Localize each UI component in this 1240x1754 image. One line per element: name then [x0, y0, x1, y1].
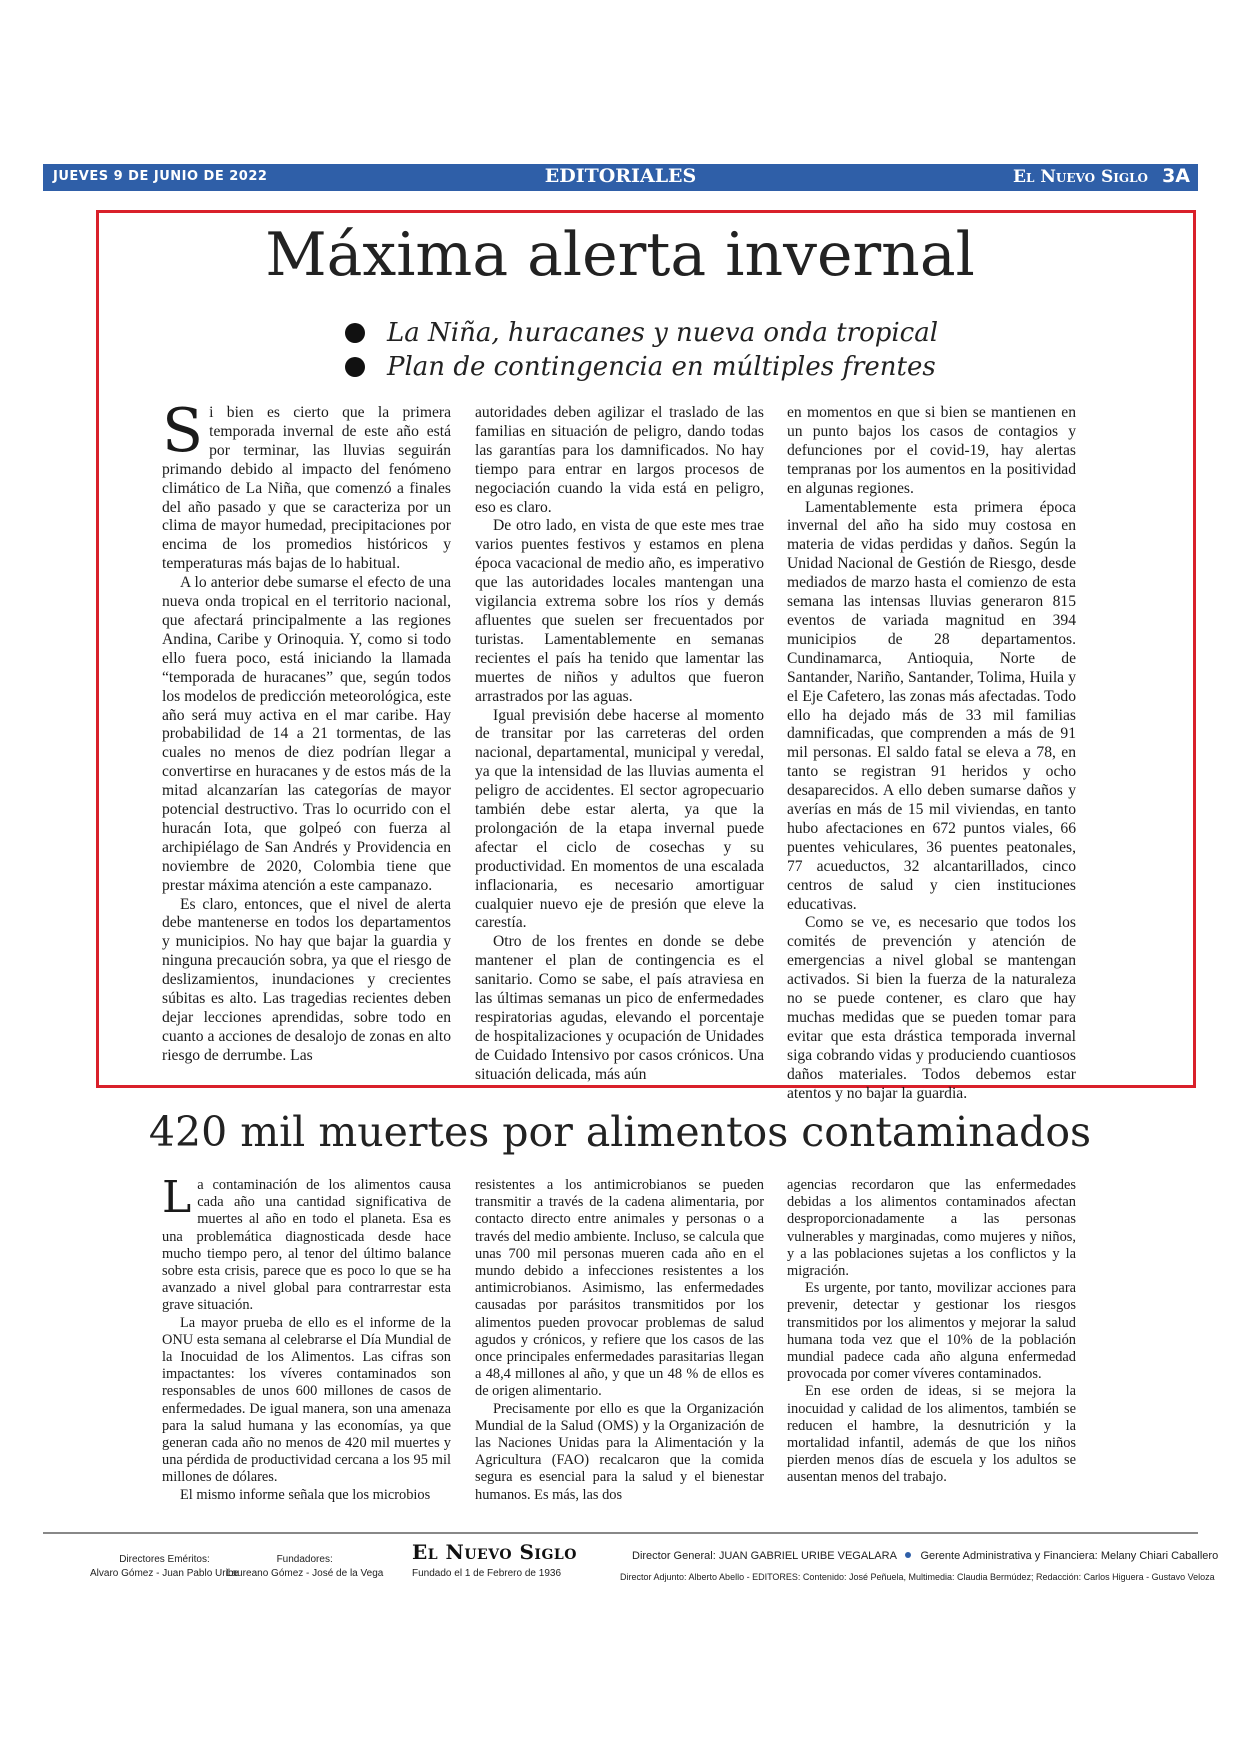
summary-item — [345, 316, 1045, 350]
summary-text: Plan de contingencia en múltiples frentes — [387, 352, 936, 382]
section-name: EDITORIALES — [544, 165, 697, 187]
paragraph: Como se ve, es necesario que todos los comités de prevención y atención de emergencias a nivel global se mantengan activados. Si bien la fuerza de la naturaleza no se puede contener, es claro que hay muchas medidas que se pueden tomar para evitar que esta drástica temporada invernal siga cobrando vidas y produciendo cuantiosos daños materiales. Todos debemos estar atentos y no bajar la guardia. — [787, 914, 1076, 1102]
page-number: 3A — [1162, 165, 1190, 187]
director-name: JUAN GABRIEL URIBE VEGALARA — [718, 1550, 897, 1562]
footer-divider — [43, 1532, 1198, 1534]
emeritus-names: Alvaro Gómez - Juan Pablo Uribe — [90, 1568, 239, 1579]
dropcap: L — [162, 1172, 192, 1223]
editorial-summary — [345, 316, 1045, 384]
paragraph: Lamentablemente esta primera época invernal del año ha sido muy costosa en materia de vidas perdidas y daños. Según la Unidad Nacional de Gestión de Riesgo, desde mediados de marzo hasta el comienzo de esta semana las intensas lluvias generaron 815 eventos de variada magnitud en 394 municipios de 28 departamentos. Cundinamarca, Antioquia, Norte de Santander, Nariño, Santander, Tolima, Huila y el Eje Cafetero, las zonas más afectadas. Todo ello ha dejado más de 33 mil familias damnificadas, que comprenden a más de 91 mil personas. El saldo fatal se eleva a 78, en tanto se registran 91 heridos y ocho desaparecidos. A ello deben sumarse daños y averías en más de 15 mil viviendas, en tanto hubo afectaciones en 672 puntos viales, 66 puentes vehiculares, 36 puentes peatonales, 77 acueductos, 32 alcantarillados, cinco centros de salud y cien instituciones educativas. — [787, 498, 1076, 913]
bullet-icon — [345, 323, 365, 343]
paragraph: Precisamente por ello es que la Organización Mundial de la Salud (OMS) y la Organización de las Naciones Unidas para la Alimentación y la Agricultura (FAO) recalcaron que la comida segura es esencial para la salud y el bienestar humanos. Es más, las dos — [475, 1400, 764, 1503]
editorial-column-2 — [475, 404, 764, 1083]
paragraph: Igual previsión debe hacerse al momento de transitar por las carreteras del orden nacional, departamental, municipal y veredal, ya que la intensidad de las lluvias aumenta el peligro de accidentes. El sector agropecuario también debe estar alerta, ya que la prolongación de la etapa invernal puede afectar el ciclo de cosechas y su productividad. En momentos de una escalada inflacionaria, es necesario amortiguar cualquier nuevo eje de presión que eleve la carestía. — [475, 706, 764, 932]
director-label: Director General: — [632, 1550, 716, 1562]
bullet-icon — [345, 357, 365, 377]
paragraph: En ese orden de ideas, si se mejora la inocuidad y calidad de los alimentos, también se reducen el hambre, la desnutrición y la mortalidad infantil, además de que los niños pierden menos días de escuela y los adultos se ausentan menos del trabajo. — [787, 1383, 1076, 1486]
editorial-column-3 — [787, 404, 1076, 1102]
editorial-title: Máxima alerta invernal — [265, 220, 975, 290]
paragraph: De otro lado, en vista de que este mes trae varios puentes festivos y estamos en plena época vacacional de medio año, es imperativo que las autoridades locales mantengan una vigilancia extrema sobre los ríos y demás afluentes que suelen ser frecuentados por turistas. Lamentablemente en semanas recientes el país ha tenido que lamentar las muertes de niños y adultos que fueron arrastrados por las aguas. — [475, 517, 764, 705]
summary-item — [345, 350, 1045, 384]
editorial-column-1 — [162, 396, 451, 1072]
paragraph: Otro de los frentes en donde se debe mantener el plan de contingencia es el sanitario. Como se sabe, el país atraviesa en las últimas semanas un pico de enfermedades respiratorias agudas, elevando el porcentaje de hospitalizaciones y ocupación de Unidades de Cuidado Intensivo por casos crónicos. Una situación delicada, más aún — [475, 933, 764, 1083]
dropcap: S — [162, 396, 204, 466]
paragraph: A lo anterior debe sumarse el efecto de una nueva onda tropical en el territorio nacional, que afectará principalmente a las regiones Andina, Caribe y Orinoquia. Y, como si todo ello fuera poco, está iniciando la llamada “temporada de huracanes” que, según todos los modelos de predicción meteorológica, este año será muy activa en el mar caribe. Hay probabilidad de 14 a 21 tormentas, de las cuales no menos de diez podrían llegar a convertirse en huracanes y de estos más de la mitad alcanzarían las categorías de mayor potencial destructivo. Tras lo ocurrido con el huracán Iota, que golpeó con fuerza al archipiélago de San Andrés y Providencia en noviembre de 2020, Colombia tiene que prestar máxima atención a este campanazo. — [162, 574, 451, 894]
founders-names: Laureano Gómez - José de la Vega — [226, 1568, 384, 1579]
paragraph: Es urgente, por tanto, movilizar acciones para prevenir, detectar y gestionar los riesgos transmitidos por los alimentos y mejorar la salud humana toda vez que el 10% de la población mundial padece cada año alguna enfermedad provocada por comer víveres contaminados. — [787, 1280, 1076, 1383]
paragraph: agencias recordaron que las enfermedades debidas a los alimentos contaminados afectan desproporcionadamente a las personas vulnerables y marginadas, como mujeres y niños, y a las poblaciones sujetas a los conflictos y la migración. — [787, 1177, 1076, 1280]
issue-date: JUEVES 9 DE JUNIO DE 2022 — [53, 169, 268, 184]
manager-name: Melany Chiari Caballero — [1100, 1550, 1219, 1562]
paragraph: Si bien es cierto que la primera temporada invernal de este año está por terminar, las lluvias seguirán primando debido al impacto del fenómeno climático de La Niña, que comenzó a finales del año pasado y que se caracteriza por un clima de mayor humedad, precipitaciones por encima de los promedios históricos y temperaturas más bajas de lo habitual. — [162, 396, 451, 573]
second-editorial-title: 420 mil muertes por alimentos contaminados — [148, 1108, 1092, 1156]
second-editorial-column-2 — [475, 1177, 764, 1507]
page-header-bar — [43, 164, 1198, 191]
masthead-staff: Director Adjunto: Alberto Abello - EDITORES: Contenido: José Peñuela, Multimedia: Claudia Bermúdez; Redacción: Carlos Higuera - Gustavo Veloza — [620, 1572, 1215, 1582]
masthead-directors — [632, 1550, 1218, 1562]
second-editorial-column-1 — [162, 1172, 451, 1507]
manager-label: Gerente Administrativa y Financiera: — [920, 1550, 1098, 1562]
newspaper-logo: El Nuevo Siglo — [412, 1540, 577, 1564]
summary-text: La Niña, huracanes y nueva onda tropical — [387, 318, 939, 348]
founders — [226, 1554, 383, 1579]
emeritus-label: Directores Eméritos: — [119, 1554, 210, 1565]
founded-date: Fundado el 1 de Febrero de 1936 — [412, 1568, 561, 1579]
paragraph: La mayor prueba de ello es el informe de la ONU esta semana al celebrarse el Día Mundial de la Inocuidad de los Alimentos. Las cifras son impactantes: los víveres contaminados son responsables de unos 600 millones de casos de enfermedades. De igual manera, son una amenaza para la salud humana y las economías, ya que generan cada año no menos de 420 mil muertes y una pérdida de productividad cercana a los 95 mil millones de dólares. — [162, 1314, 451, 1486]
paragraph: El mismo informe señala que los microbios — [180, 1486, 431, 1503]
paragraph: autoridades deben agilizar el traslado de las familias en situación de peligro, dando todas las garantías para los damnificados. No hay tiempo para entrar en largos procesos de negociación cuando la vida está en peligro, eso es claro. — [475, 404, 764, 516]
paragraph: resistentes a los antimicrobianos se pueden transmitir a través de la cadena alimentaria, por contacto directo entre animales y personas o a través del medio ambiente. Incluso, se calcula que unas 700 mil personas mueren cada año en el mundo debido a infecciones resistentes a los antimicrobianos. Asimismo, las enfermedades causadas por parásitos transmitidos por los alimentos pueden provocar problemas de salud agudos y crónicos, y refiere que los casos de las once principales enfermedades parasitarias llegan a 48,4 millones al año, y que un 48 % de ellos es de origen alimentario. — [475, 1177, 764, 1400]
second-editorial-column-3 — [787, 1177, 1076, 1507]
newspaper-name: El Nuevo Siglo — [1013, 167, 1148, 187]
paragraph: Es claro, entonces, que el nivel de alerta debe mantenerse en todos los departamentos y municipios. No hay que bajar la guardia y ninguna precaución sobra, ya que el riesgo de deslizamientos, inundaciones y crecientes súbitas es alto. Las tragedias recientes deben dejar lecciones aprendidas, sobre todo en cuanto a acciones de desalojo de zonas en alto riesgo de derrumbe. Las — [162, 895, 451, 1064]
paragraph: La contaminación de los alimentos causa cada año una cantidad significativa de muertes al año en todo el planeta. Esa es una problemática diagnosticada desde hace mucho tiempo pero, al tenor del último balance sobre esta crisis, parece que es poco lo que se ha avanzado a nivel global para contrarrestar esta grave situación. — [162, 1172, 451, 1314]
emeritus-directors — [90, 1554, 239, 1579]
separator-dot — [905, 1552, 911, 1558]
founders-label: Fundadores: — [276, 1554, 333, 1565]
paragraph: en momentos en que si bien se mantienen en un punto bajos los casos de contagios y defunciones por el covid-19, hay alertas tempranas por los aumentos en la positividad en algunas regiones. — [787, 404, 1076, 497]
